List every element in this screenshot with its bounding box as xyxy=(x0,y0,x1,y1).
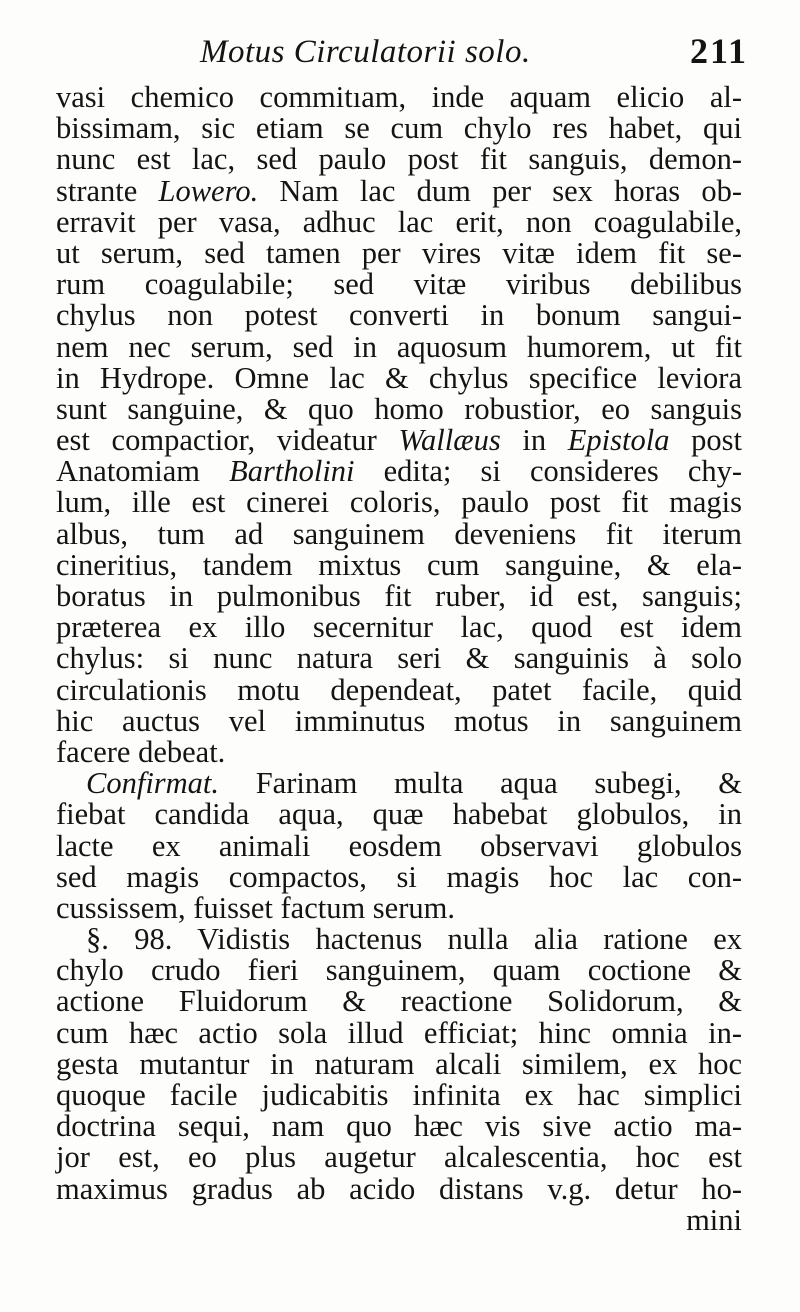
text-line: præterea ex illo secernitur lac, quod est idem xyxy=(56,610,742,645)
text-line: lum, ille est cinerei coloris, paulo post fit magis xyxy=(56,485,742,520)
text-line: ut serum, sed tamen per vires vitæ idem fit se- xyxy=(56,235,742,270)
text-line: quoque facile judicabitis infinita ex hac simplici xyxy=(56,1078,742,1112)
page-number: 211 xyxy=(690,31,749,71)
text-line: maximus gradus ab acido distans v.g. detur ho- xyxy=(56,1171,742,1206)
text-line: nem nec serum, sed in aquosum humorem, ut fit xyxy=(56,329,742,364)
text-line: Confirmat. Farinam multa aqua subegi, & xyxy=(86,766,742,801)
text-line: chylus: si nunc natura seri & sanguinis à solo xyxy=(56,641,742,676)
text-line: nunc est lac, sed paulo post fit sanguis, demon- xyxy=(56,142,742,177)
text-line: vasi chemico commitıam, inde aquam elicio al- xyxy=(56,80,742,114)
text-line: jor est, eo plus augetur alcalescentia, hoc est xyxy=(56,1140,742,1175)
text-line: hic auctus vel imminutus motus in sanguinem xyxy=(56,703,742,738)
page-header xyxy=(0,28,800,76)
text-line: gesta mutantur in naturam alcali similem, ex hoc xyxy=(56,1046,742,1081)
text-line: actione Fluidorum & reactione Solidorum, & xyxy=(56,984,742,1019)
text-line: chylo crudo fieri sanguinem, quam coctione & xyxy=(56,953,742,988)
text-line: lacte ex animali eosdem observavi globulos xyxy=(56,828,742,863)
text-line: sed magis compactos, si magis hoc lac con- xyxy=(56,859,742,894)
text-line: chylus non potest converti in bonum sangui- xyxy=(56,298,742,333)
text-line: in Hydrope. Omne lac & chylus specifice leviora xyxy=(56,360,742,395)
text-line: boratus in pulmonibus fit ruber, id est, sanguis; xyxy=(56,579,742,613)
text-line: Anatomiam Bartholini edita; si consideres chy- xyxy=(56,454,743,489)
text-line: circulationis motu dependeat, patet facile, quid xyxy=(56,672,742,707)
text-line: facere debeat. xyxy=(56,734,226,769)
text-line: bissimam, sic etiam se cum chylo res habet, qui xyxy=(56,111,742,146)
text-line: doctrina sequi, nam quo hæc vis sive actio ma- xyxy=(56,1109,742,1144)
running-title: Motus Circulatorii solo. xyxy=(200,34,531,70)
catchword-line: mini xyxy=(686,1202,742,1237)
text-line: strante Lowero. Nam lac dum per sex horas ob- xyxy=(56,173,742,208)
text-line: erravit per vasa, adhuc lac erit, non coagulabile, xyxy=(56,204,742,239)
text-line: §. 98. Vidistis hactenus nulla alia ratione ex xyxy=(86,922,742,957)
text-line: rum coagulabile; sed vitæ viribus debilibus xyxy=(56,267,742,302)
text-line: cum hæc actio sola illud efficiat; hinc omnia in- xyxy=(56,1015,742,1050)
body-text xyxy=(56,82,742,1236)
text-line: est compactior, videatur Wallæus in Epistola post xyxy=(56,423,742,458)
text-line: fiebat candida aqua, quæ habebat globulos, in xyxy=(56,797,742,832)
text-line: cussissem, fuisset factum serum. xyxy=(56,890,455,925)
text-line: cineritius, tandem mixtus cum sanguine, & ela- xyxy=(56,547,742,582)
text-line: albus, tum ad sanguinem deveniens fit iterum xyxy=(56,516,742,551)
text-line: sunt sanguine, & quo homo robustior, eo sanguis xyxy=(56,391,742,426)
